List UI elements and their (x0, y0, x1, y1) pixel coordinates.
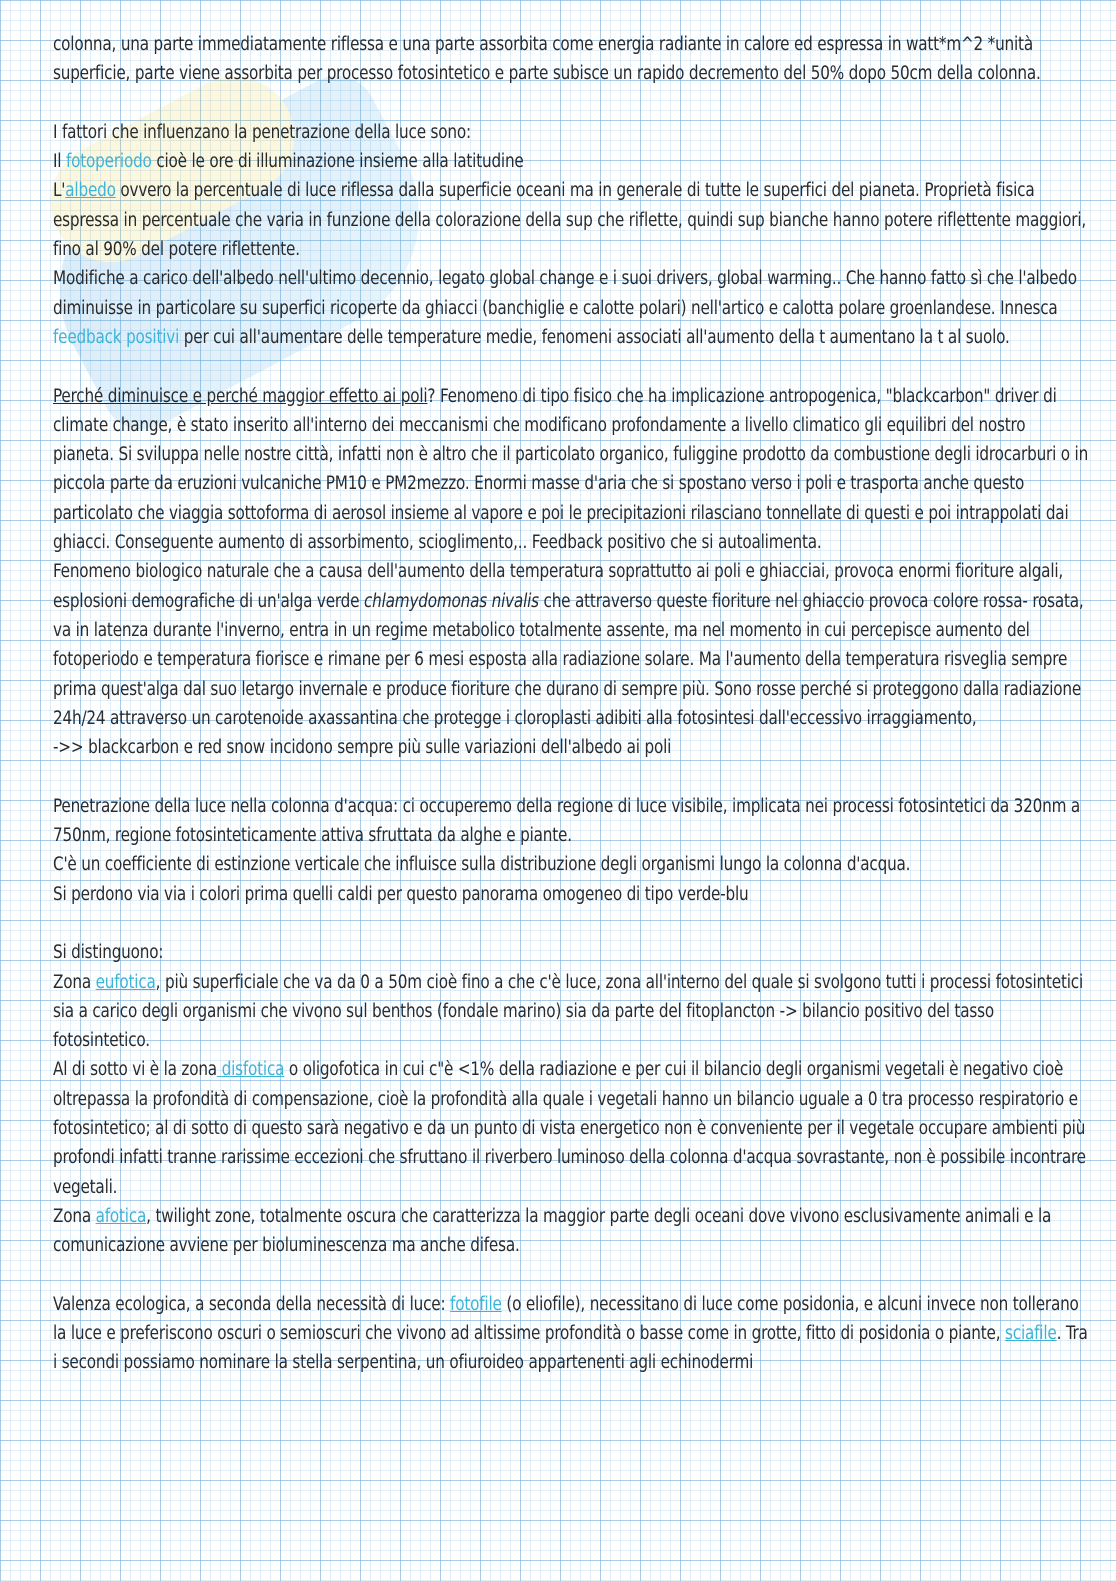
paragraph-red-snow (53, 557, 1088, 733)
term-feedback-positivi: feedback positivi (53, 326, 180, 348)
paragraph-extinction (53, 850, 1088, 879)
link-sciafile[interactable]: sciafile (1005, 1323, 1057, 1345)
text: Modifiche a carico dell'albedo nell'ultimo decennio, legato global change e i suoi drivers, global warming.. Che hanno fatto sì che l'albedo diminuisse in particolare su superfici ricoperte da ghiacci (banchiglie e calotte polari) nell'artico e calotta polare groenlandese. Innesca (53, 268, 1077, 319)
text: Si perdono via via i colori prima quelli caldi per questo panorama omogeneo di tipo verde-blu (53, 883, 749, 905)
term-fotoperiodo: fotoperiodo (65, 151, 152, 173)
text: ovvero la percentuale di luce riflessa dalla superficie oceani ma in generale di tutte le superfici del pianeta. Proprietà fisica espressa in percentuale che varia in funzione della colorazione della sup che riflette, quindi sup bianche hanno potere riflettente maggiori, fino al 90% del potere riflettente. (53, 180, 1087, 261)
link-eufotica[interactable]: eufotica (95, 971, 156, 993)
paragraph-factors-intro (53, 118, 1088, 147)
link-disfotica[interactable]: disfotica (216, 1059, 285, 1081)
text: o oligofotica in cui c"è <1% della radiazione e per cui il bilancio degli organismi vegetali è negativo cioè oltrepassa la profondità di compensazione, cioè la profondità alla quale i vegetali hanno un bilancio uguale a 0 tra processo respiratorio e fotosintetico; al di sotto di questo sarà negativo e da un punto di vista energetico non è conveniente per il vegetale occupare ambienti più profondi infatti tranne rarissime eccezioni che sfruttano il riverbero luminoso della colonna d'acqua sovrastante, non è possibile incontrare vegetali. (53, 1059, 1086, 1198)
paragraph-fotoperiodo (53, 147, 1088, 176)
text: cioè le ore di illuminazione insieme alla latitudine (151, 151, 524, 173)
text: Al di sotto vi è la zona (53, 1059, 217, 1081)
paragraph-intro (53, 30, 1088, 89)
paragraph-blackcarbon (53, 382, 1088, 558)
paragraph-valenza-ecologica (53, 1290, 1088, 1378)
text: ->> blackcarbon e red snow incidono sempre più sulle variazioni dell'albedo ai poli (53, 737, 672, 759)
link-afotica[interactable]: afotica (95, 1205, 147, 1227)
text: , twilight zone, totalmente oscura che caratterizza la maggior parte degli oceani dove vivono esclusivamente animali e la comunicazione avviene per bioluminescenza ma anche difesa. (53, 1205, 1052, 1257)
paragraph-colors (53, 880, 1088, 909)
underlined-question: Perché diminuisce e perché maggior effetto ai poli (53, 385, 428, 407)
text: per cui all'aumentare delle temperature medie, fenomeni associati all'aumento della t aumentano la t al suolo. (179, 326, 1010, 348)
text: Si distinguono: (53, 942, 164, 964)
paragraph-light-penetration (53, 792, 1088, 851)
document-page (53, 30, 1088, 1378)
text: C'è un coefficiente di estinzione verticale che influisce sulla distribuzione degli organismi lungo la colonna d'acqua. (53, 854, 911, 876)
text: Il (53, 151, 66, 173)
text: I fattori che influenzano la penetrazione della luce sono: (53, 121, 471, 143)
link-fotofile[interactable]: fotofile (450, 1293, 502, 1315)
text: (o eliofile), necessitano di luce come posidonia, e alcuni invece non tollerano la luce e preferiscono oscuri o semioscuri che vivono ad altissime profondità o basse come in grotte, fitto di posidonia o piante, (53, 1293, 1079, 1345)
text: ? Fenomeno di tipo fisico che ha implicazione antropogenica, "blackcarbon" driver di climate change, è stato inserito all'interno dei meccanismi che modificano profondamente a livello climatico gli equilibri del nostro pianeta. Si sviluppa nelle nostre città, infatti non è altro che il particolato organico, fuliggine prodotto da combustione degli idrocarburi o in piccola parte da eruzioni vulcaniche PM10 e PM2mezzo. Enormi masse d'aria che si spostano verso i poli e trasporta anche questo particolato che viaggia sottoforma di aerosol insieme al vapore e poi le precipitazioni rilasciano tonnellate di questi e poi intrappolati dai ghiacci. Conseguente aumento di assorbimento, scioglimento,.. Feedback positivo che si autoalimenta. (53, 385, 1089, 554)
text: , più superficiale che va da 0 a 50m cioè fino a che c'è luce, zona all'interno del quale si svolgono tutti i processi fotosintetici sia a carico degli organismi che vivono sul benthos (fondale marino) sia da parte del fitoplancton -> bilancio positivo del tasso fotosintetico. (53, 971, 1084, 1052)
text: Fenomeno biologico naturale che a causa dell'aumento della temperatura soprattutto ai poli e ghiacciai, provoca enormi fioriture algali, esplosioni demografiche di un'alga verde (53, 561, 1064, 612)
text: . Tra i secondi possiamo nominare la stella serpentina, un ofiuroideo appartenenti agli echinodermi (53, 1323, 1088, 1374)
text: L' (53, 180, 66, 202)
species-name: chlamydomonas nivalis (363, 590, 539, 612)
paragraph-albedo-changes (53, 264, 1088, 352)
paragraph-albedo (53, 176, 1088, 264)
paragraph-zona-afotica (53, 1202, 1088, 1261)
paragraph-zona-disfotica (53, 1055, 1088, 1201)
text: colonna, una parte immediatamente riflessa e una parte assorbita come energia radiante in calore ed espressa in watt*m^2 *unità superficie, parte viene assorbita per processo fotosintetico e parte subisce un rapido decremento del 50% dopo 50cm della colonna. (53, 34, 1041, 85)
text: che attraverso queste fioriture nel ghiaccio provoca colore rossa- rosata, va in latenza durante l'inverno, entra in un regime metabolico totalmente assente, ma nel momento in cui percepisce aumento del fotoperiodo e temperatura fiorisce e rimane per 6 mesi esposta alla radiazione solare. Ma l'aumento della temperatura risveglia sempre prima quest'alga dal suo letargo invernale e produce fioriture che durano di sempre più. Sono rosse perché si proteggono dalla radiazione 24h/24 attraverso un carotenoide axassantina che protegge i cloroplasti adibiti alla fotosintesi dall'eccessivo irraggiamento, (53, 590, 1084, 729)
text: Valenza ecologica, a seconda della necessità di luce: (53, 1293, 451, 1315)
link-albedo[interactable]: albedo (65, 180, 116, 202)
paragraph-zones-intro (53, 938, 1088, 967)
text: Penetrazione della luce nella colonna d'acqua: ci occuperemo della regione di luce visibile, implicata nei processi fotosintetici da 320nm a 750nm, regione fotosinteticamente attiva sfruttata da alghe e piante. (53, 795, 1081, 847)
text: Zona (53, 1205, 96, 1227)
paragraph-arrow-note (53, 733, 1088, 762)
paragraph-zona-eufotica (53, 968, 1088, 1056)
text: Zona (53, 971, 96, 993)
